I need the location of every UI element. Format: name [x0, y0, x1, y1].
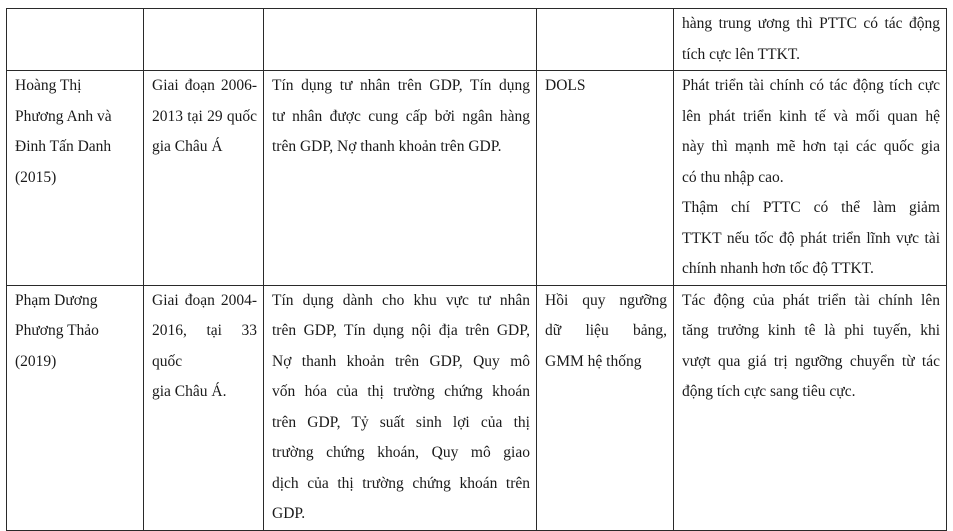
cell-result: [674, 71, 947, 286]
cell-text-line: Hoàng Thị: [15, 77, 82, 94]
cell-text-line: trường chứng khoán, Quy mô giao: [272, 444, 530, 461]
cell-text-line: này thì mạnh mẽ hơn tại các quốc gia: [682, 138, 940, 155]
cell-text-line: (2019): [15, 352, 57, 370]
cell-variables: [264, 71, 537, 286]
cell-text-line: động tích cực sang tiêu cực.: [682, 383, 856, 400]
cell-scope: [144, 9, 264, 71]
cell-text-line: tư nhân được cung cấp bởi ngân hàng: [272, 107, 530, 125]
literature-review-table: [6, 8, 947, 531]
cell-text-line: Tín dụng tư nhân trên GDP, Tín dụng: [272, 77, 530, 94]
cell-text-line: Phương Thảo: [15, 322, 99, 339]
cell-result: [674, 9, 947, 71]
cell-text-line: dịch của thị trường chứng khoán trên: [272, 474, 530, 492]
cell-variables: [264, 285, 537, 530]
cell-author: [7, 71, 144, 286]
cell-text-line: Nợ thanh khoản trên GDP, Quy mô: [272, 352, 530, 370]
cell-text-line: TTKT nếu tốc độ phát triển lĩnh vực tài: [682, 229, 940, 247]
cell-method: [537, 71, 674, 286]
cell-text-line: chính nhanh hơn tốc độ TTKT.: [682, 260, 874, 277]
cell-text-line: hàng trung ương thì PTTC có tác động: [682, 15, 940, 32]
cell-text-line: (2015): [15, 168, 57, 186]
table-row: [7, 71, 947, 286]
cell-text-line: vượt qua giá trị ngưỡng chuyển từ tác: [682, 352, 940, 370]
cell-text-line: Phát triển tài chính có tác động tích cực: [682, 77, 940, 94]
cell-text-line: Đinh Tấn Danh: [15, 138, 112, 155]
cell-text-line: trên GDP, Nợ thanh khoản trên GDP.: [272, 138, 502, 155]
cell-result: [674, 285, 947, 530]
cell-text-line: gia Châu Á.: [152, 383, 227, 400]
table-row: [7, 285, 947, 530]
cell-text-line: Hồi quy ngưỡng: [545, 291, 667, 309]
cell-text-line: trên GDP, Tỷ suất sinh lợi của thị: [272, 413, 530, 431]
cell-text-line: Tín dụng dành cho khu vực tư nhân: [272, 291, 530, 309]
cell-text-line: Thậm chí PTTC có thể làm giảm: [682, 199, 940, 216]
table-row: [7, 9, 947, 71]
cell-text-line: tích cực lên TTKT.: [682, 45, 801, 63]
cell-text-line: lên phát triển kinh tế và mối quan hệ: [682, 107, 940, 125]
cell-text-line: trên GDP, Tín dụng nội địa trên GDP,: [272, 322, 530, 339]
cell-variables: [264, 9, 537, 71]
cell-text-line: gia Châu Á: [152, 138, 223, 155]
cell-text-line: Tác động của phát triển tài chính lên: [682, 291, 940, 309]
cell-text-line: dữ liệu bảng,: [545, 322, 667, 339]
cell-text-line: 2016, tại 33 quốc: [152, 322, 257, 370]
cell-text-line: Giai đoạn 2004-: [152, 291, 257, 309]
cell-text-line: GMM hệ thống: [545, 352, 642, 370]
cell-text-line: tăng trưởng kinh tê là phi tuyến, khi: [682, 322, 940, 339]
cell-author: [7, 285, 144, 530]
cell-scope: [144, 71, 264, 286]
cell-text-line: Giai đoạn 2006-: [152, 77, 257, 94]
cell-scope: [144, 285, 264, 530]
cell-text-line: có thu nhập cao.: [682, 168, 784, 186]
cell-author: [7, 9, 144, 71]
cell-text-line: 2013 tại 29 quốc: [152, 107, 257, 125]
cell-method: [537, 285, 674, 530]
cell-method: [537, 9, 674, 71]
cell-text-line: DOLS: [545, 77, 586, 94]
cell-text-line: GDP.: [272, 505, 306, 522]
cell-text-line: vốn hóa của thị trường chứng khoán: [272, 383, 530, 400]
cell-text-line: Phương Anh và: [15, 107, 112, 125]
cell-text-line: Phạm Dương: [15, 291, 98, 309]
